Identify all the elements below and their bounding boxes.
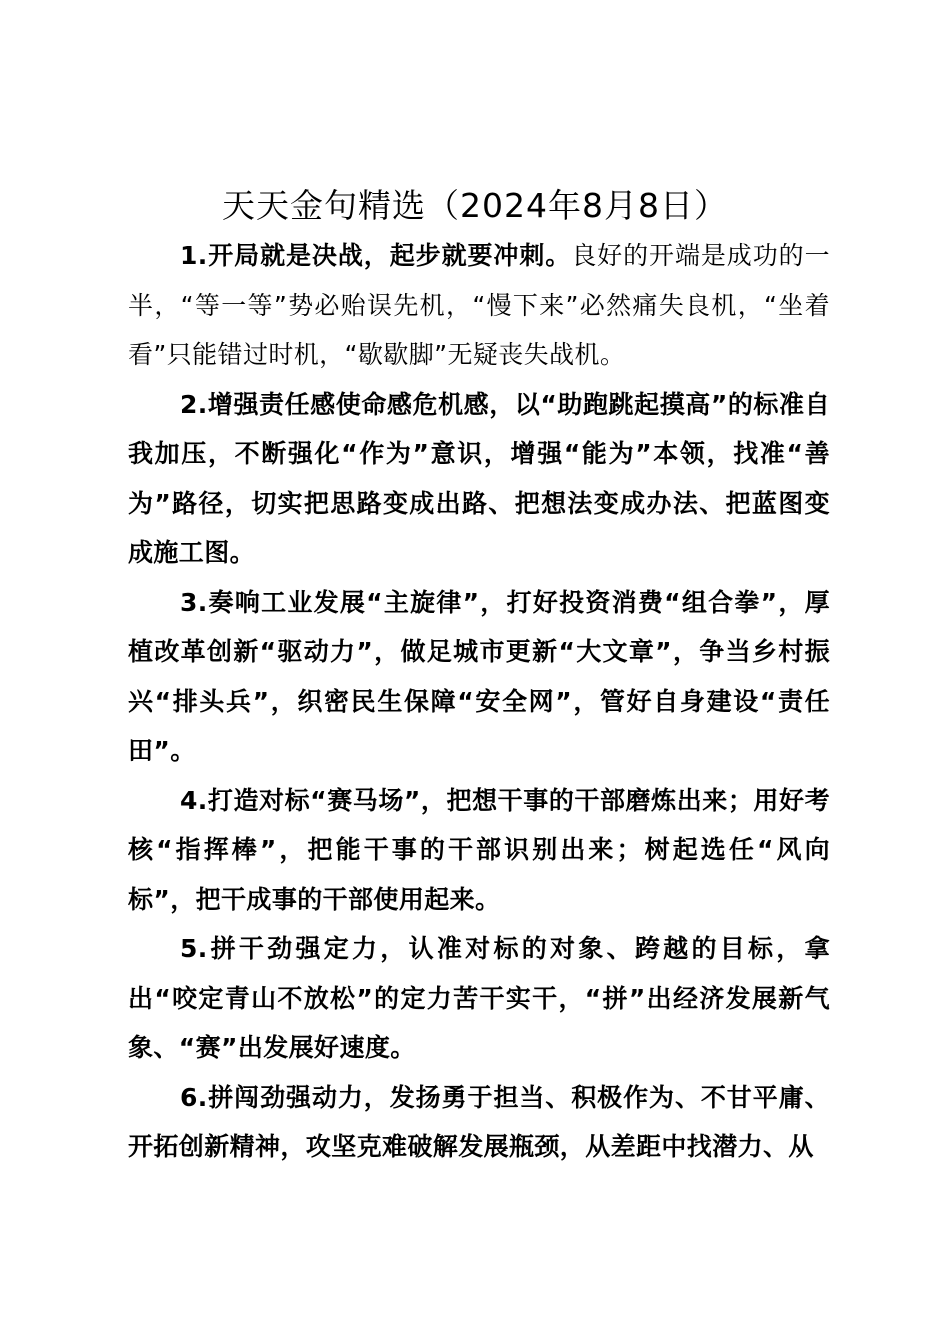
paragraph-6: [128, 1073, 830, 1172]
paragraph-6-lead: 6.拼闯劲强动力，发扬勇于担当、积极作为、不甘平庸、开拓创新精神，攻坚克难破解发展瓶颈，从差距中找潜力、从: [128, 1082, 830, 1161]
document-title: 天天金句精选（2024年8月8日）: [222, 186, 728, 225]
paragraph-2: [128, 380, 830, 578]
paragraph-5-lead: 5.拼干劲强定力，认准对标的对象、跨越的目标，拿出“咬定青山不放松”的定力苦干实干，“拼”出经济发展新气象、“赛”出发展好速度。: [128, 934, 830, 1062]
paragraph-2-lead: 2.增强责任感使命感危机感，以“助跑跳起摸高”的标准自我加压，不断强化“作为”意识，增强“能为”本领，找准“善为”路径，切实把思路变成出路、把想法变成办法、把蓝图变成施工图。: [128, 389, 830, 567]
paragraph-5: [128, 924, 830, 1073]
paragraph-1-text: 良好的开端是成功的一半，“等一等”势必贻误先机，“慢下来”必然痛失良机，“坐着看”只能错过时机，“歇歇脚”无疑丧失战机。: [128, 241, 830, 369]
paragraph-3-lead: 3.奏响工业发展“主旋律”，打好投资消费“组合拳”，厚植改革创新“驱动力”，做足城市更新“大文章”，争当乡村振兴“排头兵”，织密民生保障“安全网”，管好自身建设“责任田”。: [128, 587, 830, 765]
paragraph-1: [128, 231, 830, 380]
paragraph-4: [128, 776, 830, 925]
paragraph-1-lead: 1.开局就是决战，起步就要冲刺。: [180, 241, 572, 270]
document-body: [128, 231, 830, 1172]
paragraph-4-lead: 4.打造对标“赛马场”，把想干事的干部磨炼出来；用好考核“指挥棒”，把能干事的干部识别出来；树起选任“风向标”，把干成事的干部使用起来。: [128, 785, 830, 914]
paragraph-3: [128, 578, 830, 776]
